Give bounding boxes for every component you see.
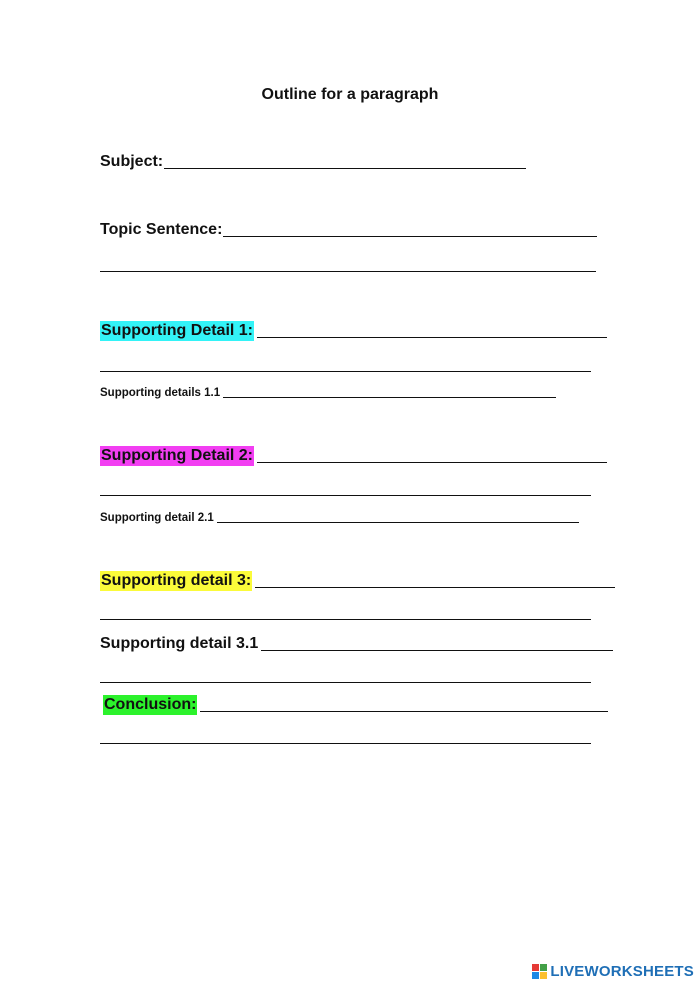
supporting-detail-3-1-label: Supporting detail 3.1 xyxy=(100,635,259,652)
supporting-detail-2-label: Supporting Detail 2: xyxy=(101,447,253,464)
subject-row xyxy=(100,152,526,172)
conclusion-answer-line[interactable] xyxy=(200,711,608,712)
supporting-detail-2-1-row xyxy=(100,511,579,526)
logo-text: LIVEWORKSHEETS xyxy=(550,963,694,980)
supporting-detail-3-row xyxy=(100,571,615,591)
topic-sentence-row xyxy=(100,220,597,240)
supporting-detail-3-1-answer-line[interactable] xyxy=(261,650,613,651)
topic-sentence-answer-line[interactable] xyxy=(223,236,597,237)
subject-answer-line[interactable] xyxy=(164,168,526,169)
supporting-detail-1-answer-line-2[interactable] xyxy=(100,371,591,372)
supporting-detail-1-answer-line[interactable] xyxy=(257,337,607,338)
supporting-details-1-1-row xyxy=(100,386,556,401)
supporting-detail-2-answer-line[interactable] xyxy=(257,462,607,463)
supporting-detail-3-answer-line[interactable] xyxy=(255,587,615,588)
supporting-details-1-1-answer-line[interactable] xyxy=(223,397,556,398)
page-title: Outline for a paragraph xyxy=(261,86,439,103)
supporting-detail-3-label: Supporting detail 3: xyxy=(101,572,252,589)
supporting-detail-3-answer-line-2[interactable] xyxy=(100,619,591,620)
supporting-detail-3-1-row xyxy=(100,634,613,654)
conclusion-label: Conclusion: xyxy=(104,696,197,713)
supporting-detail-2-1-label: Supporting detail 2.1 xyxy=(100,512,214,524)
supporting-detail-3-1-answer-line-2[interactable] xyxy=(100,682,591,683)
supporting-detail-2-answer-line-2[interactable] xyxy=(100,495,591,496)
logo-squares-icon xyxy=(532,964,547,979)
liveworksheets-logo xyxy=(532,963,694,980)
conclusion-answer-line-2[interactable] xyxy=(100,743,591,744)
supporting-details-1-1-label: Supporting details 1.1 xyxy=(100,387,221,399)
subject-label: Subject: xyxy=(100,153,164,170)
supporting-detail-1-label: Supporting Detail 1: xyxy=(101,322,253,339)
supporting-detail-2-1-answer-line[interactable] xyxy=(217,522,579,523)
supporting-detail-2-row xyxy=(100,446,607,466)
topic-sentence-label: Topic Sentence: xyxy=(100,221,223,238)
topic-sentence-answer-line-2[interactable] xyxy=(100,271,596,272)
supporting-detail-1-row xyxy=(100,321,607,341)
conclusion-row xyxy=(103,695,608,715)
